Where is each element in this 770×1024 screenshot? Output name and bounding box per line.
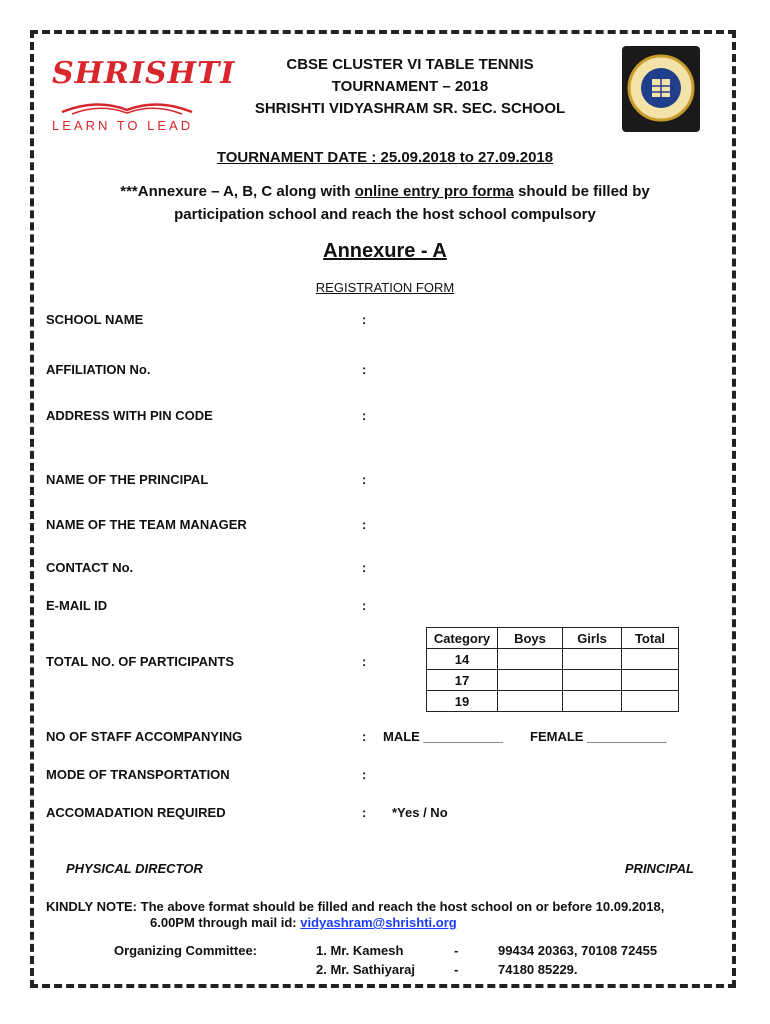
- total-cell[interactable]: [622, 670, 679, 691]
- committee-member-phone: 99434 20363, 70108 72455: [498, 943, 658, 958]
- girls-cell[interactable]: [563, 691, 622, 712]
- physical-director-signature: PHYSICAL DIRECTOR: [66, 861, 203, 876]
- logo-tagline: LEARN TO LEAD: [52, 118, 194, 133]
- email-label: E-MAIL ID: [46, 598, 108, 613]
- principal-signature: PRINCIPAL: [624, 861, 694, 876]
- category-cell: 19: [427, 691, 498, 712]
- committee-label: Organizing Committee:: [114, 943, 258, 958]
- colon: :: [362, 362, 367, 377]
- table-header-cell: Boys: [498, 628, 563, 649]
- page-border: [30, 30, 736, 988]
- accommodation-label: ACCOMADATION REQUIRED: [46, 805, 226, 820]
- annexure-title: Annexure - A: [323, 240, 447, 262]
- notice-line1: [40, 183, 730, 200]
- colon: :: [362, 517, 367, 532]
- table-row: [427, 691, 679, 712]
- girls-cell[interactable]: [563, 670, 622, 691]
- colon: :: [362, 654, 367, 669]
- colon: :: [362, 472, 367, 487]
- boys-cell[interactable]: [498, 691, 563, 712]
- total-cell[interactable]: [622, 649, 679, 670]
- table-row: [427, 670, 679, 691]
- kindly-note-prefix: 6.00PM through mail id:: [150, 915, 301, 930]
- contact-label: CONTACT No.: [46, 560, 134, 575]
- committee-member-name: 1. Mr. Kamesh: [316, 943, 404, 958]
- staff-female: FEMALE ___________: [530, 729, 667, 744]
- table-header-cell: Category: [427, 628, 498, 649]
- seal-icon: [622, 46, 700, 132]
- accommodation-value: *Yes / No: [392, 805, 448, 820]
- kindly-note-line1: KINDLY NOTE: The above format should be filled and reach the host school on or before 10.09.2018,: [46, 899, 665, 914]
- team-manager-label: NAME OF THE TEAM MANAGER: [46, 517, 247, 532]
- committee-member-name: 2. Mr. Sathiyaraj: [316, 962, 415, 977]
- form-title: REGISTRATION FORM: [315, 280, 455, 295]
- category-cell: 17: [427, 670, 498, 691]
- girls-cell[interactable]: [563, 649, 622, 670]
- notice-prefix: ***Annexure – A, B, C along with: [120, 183, 355, 200]
- principal-label: NAME OF THE PRINCIPAL: [46, 472, 209, 487]
- total-cell[interactable]: [622, 691, 679, 712]
- address-label: ADDRESS WITH PIN CODE: [46, 408, 213, 423]
- colon: :: [362, 560, 367, 575]
- notice-line2: participation school and reach the host school compulsory: [174, 206, 596, 223]
- notice-link: online entry pro forma: [354, 183, 514, 200]
- table-header-cell: Total: [622, 628, 679, 649]
- colon: :: [362, 408, 367, 423]
- colon: :: [362, 312, 367, 327]
- table-header-cell: Girls: [563, 628, 622, 649]
- colon: :: [362, 598, 367, 613]
- colon: :: [362, 767, 367, 782]
- cbse-seal-logo: [622, 46, 700, 132]
- email-link[interactable]: vidyashram@shrishti.org: [300, 915, 457, 930]
- colon: :: [362, 805, 367, 820]
- committee-dash: -: [454, 962, 459, 977]
- category-table: [426, 627, 679, 712]
- shrishti-logo: SHRISHTI: [52, 56, 236, 91]
- colon: :: [362, 729, 367, 744]
- table-header-row: [427, 628, 679, 649]
- notice-suffix: should be filled by: [513, 183, 650, 200]
- table-row: [427, 649, 679, 670]
- header-line2: TOURNAMENT – 2018: [331, 78, 489, 95]
- staff-male: MALE ___________: [383, 729, 503, 744]
- tournament-date: TOURNAMENT DATE : 25.09.2018 to 27.09.2018: [216, 149, 554, 166]
- committee-member-phone: 74180 85229.: [498, 962, 578, 977]
- committee-dash: -: [454, 943, 459, 958]
- participants-label: TOTAL NO. OF PARTICIPANTS: [46, 654, 235, 669]
- staff-label: NO OF STAFF ACCOMPANYING: [46, 729, 243, 744]
- header-line3: SHRISHTI VIDYASHRAM SR. SEC. SCHOOL: [254, 100, 566, 117]
- book-icon: [52, 98, 202, 116]
- affiliation-label: AFFILIATION No.: [46, 362, 151, 377]
- boys-cell[interactable]: [498, 649, 563, 670]
- transport-label: MODE OF TRANSPORTATION: [46, 767, 230, 782]
- category-cell: 14: [427, 649, 498, 670]
- kindly-note-line2: [150, 915, 457, 930]
- school-name-label: SCHOOL NAME: [46, 312, 144, 327]
- header-line1: CBSE CLUSTER VI TABLE TENNIS: [286, 56, 534, 73]
- boys-cell[interactable]: [498, 670, 563, 691]
